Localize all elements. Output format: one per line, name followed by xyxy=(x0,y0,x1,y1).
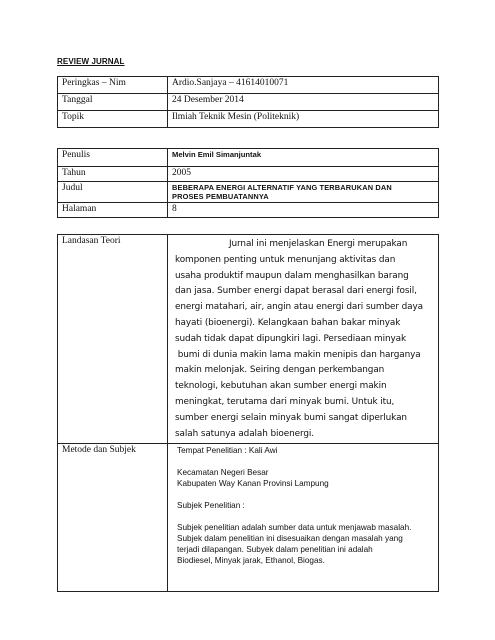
peringkas-label: Peringkas – Nim xyxy=(58,77,168,94)
table-row xyxy=(58,182,439,203)
subjek-label: Subjek Penelitian : xyxy=(177,501,245,511)
table-row xyxy=(58,94,439,111)
topik-label: Topik xyxy=(58,111,168,128)
penulis-label: Penulis xyxy=(58,149,168,167)
subjek-line: Biodiesel, Minyak jarak, Ethanol, Biogas. xyxy=(177,556,325,566)
judul-line-1: BEBERAPA ENERGI ALTERNATIF YANG TERBARUKAN DAN xyxy=(172,183,392,192)
tahun-label: Tahun xyxy=(58,167,168,182)
landasan-line: teknologi, kebutuhan akan sumber energi makin xyxy=(175,381,387,392)
landasan-line: komponen penting untuk menunjang aktivitas dan xyxy=(175,254,396,265)
table-row xyxy=(58,167,439,182)
landasan-line: sumber energi selain minyak bumi sangat diperlukan xyxy=(175,412,407,423)
peringkas-value: Ardio.Sanjaya – 41614010071 xyxy=(168,77,439,94)
reviewer-info-table xyxy=(57,76,439,128)
table-row xyxy=(58,444,439,592)
metode-value xyxy=(168,444,439,592)
penulis-value xyxy=(168,149,439,167)
tempat-text: Tempat Penelitian : Kali Awi xyxy=(177,446,278,456)
landasan-line: meningkat, terutama dari minyak bumi. Untuk itu, xyxy=(175,396,395,407)
landasan-line: salah satunya adalah bioenergi. xyxy=(175,428,314,439)
table-row xyxy=(58,77,439,94)
tanggal-value: 24 Desember 2014 xyxy=(168,94,439,111)
landasan-line: energi matahari, air, angin atau energi dari sumber daya xyxy=(175,302,423,313)
landasan-line: bumi di dunia makin lama makin menipis dan harganya xyxy=(175,349,421,360)
landasan-value xyxy=(168,235,439,444)
kecamatan-text: Kecamatan Negeri Besar xyxy=(177,468,269,478)
journal-info-table xyxy=(57,148,439,218)
table-row xyxy=(58,111,439,128)
review-content-table xyxy=(57,234,439,592)
landasan-line: dan jasa. Sumber energi dapat berasal dari energi fosil, xyxy=(175,286,417,297)
judul-line-2: PROSES PEMBUATANNYA xyxy=(172,192,269,201)
tahun-value: 2005 xyxy=(168,167,439,182)
subjek-line: Subjek penelitian adalah sumber data untuk menjawab masalah. xyxy=(177,523,412,533)
tanggal-label: Tanggal xyxy=(58,94,168,111)
halaman-label: Halaman xyxy=(58,203,168,218)
judul-label: Judul xyxy=(58,182,168,203)
table-row xyxy=(58,235,439,444)
metode-text xyxy=(172,445,434,566)
landasan-text xyxy=(172,236,434,442)
subjek-line: terjadi dilapangan. Subyek dalam penelitian ini adalah xyxy=(177,545,373,555)
table-row xyxy=(58,203,439,218)
landasan-line: sudah tidak dapat dipungkiri lagi. Persediaan minyak xyxy=(175,333,407,344)
subjek-line: Subjek dalam penelitian ini disesuaikan dengan masalah yang xyxy=(177,534,403,544)
page-heading: REVIEW JURNAL xyxy=(57,57,125,66)
metode-label: Metode dan Subjek xyxy=(58,444,168,592)
kabupaten-text: Kabupaten Way Kanan Provinsi Lampung xyxy=(177,479,329,489)
table-row xyxy=(58,149,439,167)
landasan-line: makin melonjak. Seiring dengan perkembangan xyxy=(175,365,385,376)
landasan-line: Jurnal ini menjelaskan Energi merupakan xyxy=(229,239,408,249)
landasan-label: Landasan Teori xyxy=(58,235,168,444)
landasan-line: hayati (bioenergi). Kelangkaan bahan bakar minyak xyxy=(175,317,401,328)
penulis-text: Melvin Emil Simanjuntak xyxy=(172,150,262,159)
topik-value: Ilmiah Teknik Mesin (Politeknik) xyxy=(168,111,439,128)
judul-value xyxy=(168,182,439,203)
halaman-value: 8 xyxy=(168,203,439,218)
landasan-line: usaha produktif maupun dalam menghasilkan barang xyxy=(175,270,409,281)
